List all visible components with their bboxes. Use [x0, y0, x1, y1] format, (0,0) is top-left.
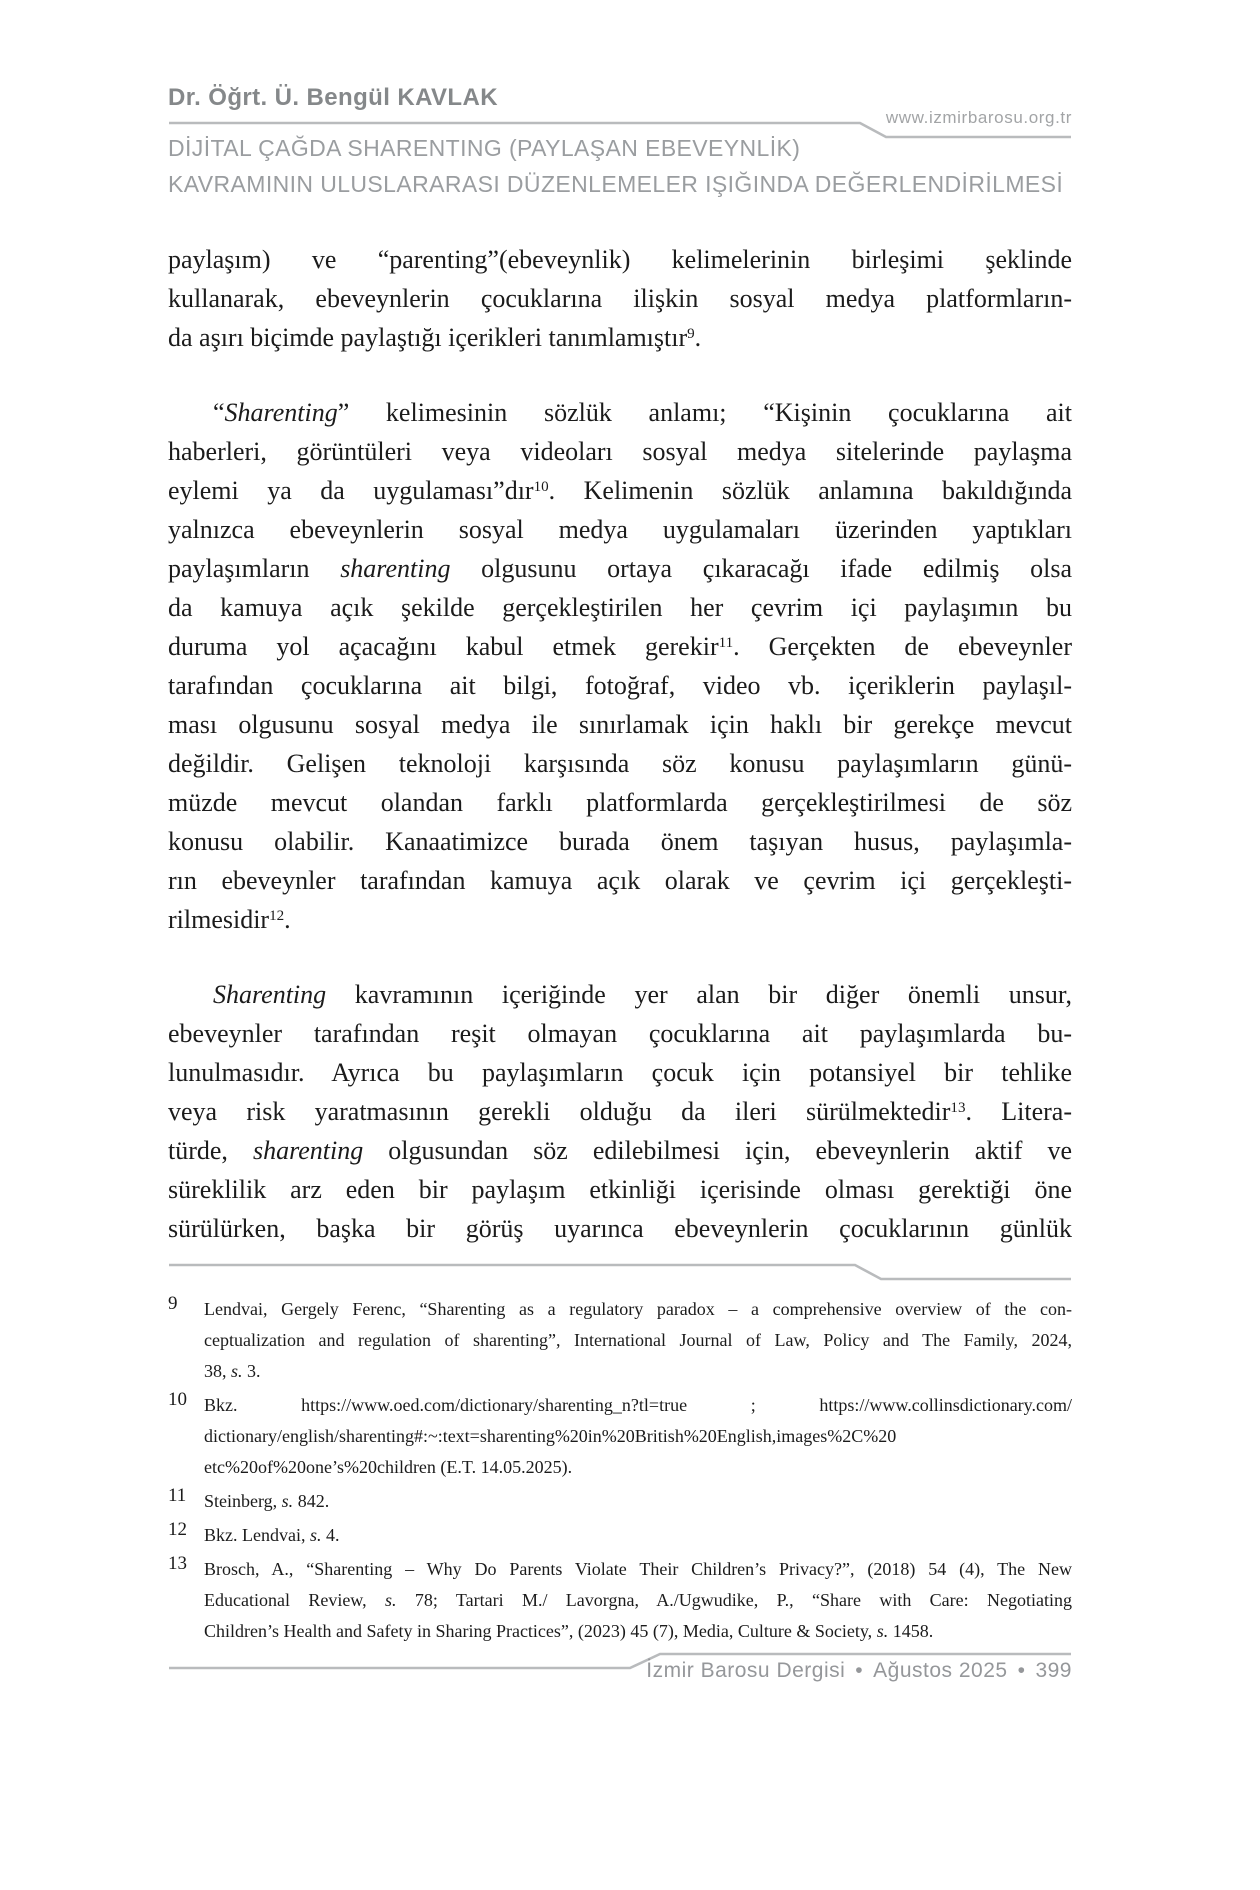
- body-line: tarafından çocuklarına ait bilgi, fotoğraf, video vb. içeriklerin paylaşıl-: [168, 671, 1072, 700]
- footer: [168, 1651, 1072, 1699]
- body-line: “Sharenting” kelimesinin sözlük anlamı; “Kişinin çocuklarına ait: [213, 398, 1072, 427]
- footnote: [168, 1390, 1072, 1483]
- body-line: paylaşım) ve “parenting”(ebeveynlik) kelimelerinin birleşimi şeklinde: [168, 245, 1072, 274]
- body-line: değildir. Gelişen teknoloji karşısında söz konusu paylaşımların günü-: [168, 749, 1072, 778]
- article-title-line-2: KAVRAMININ ULUSLARARASI DÜZENLEMELER IŞIĞINDA DEĞERLENDİRİLMESİ: [168, 171, 1064, 197]
- footnote-number: 12: [168, 1519, 187, 1540]
- paragraph: [168, 975, 1072, 1248]
- footnote-number: 10: [168, 1389, 187, 1410]
- body-line: haberleri, görüntüleri veya videoları sosyal medya sitelerinde paylaşma: [168, 437, 1072, 466]
- bullet-separator: •: [855, 1659, 864, 1682]
- footer-text: [646, 1659, 1072, 1683]
- footnote-number: 13: [168, 1553, 187, 1574]
- footnote: [168, 1294, 1072, 1387]
- body-line: türde, sharenting olgusundan söz edilebilmesi için, ebeveynlerin aktif ve: [168, 1136, 1072, 1165]
- footnote-line: Children’s Health and Safety in Sharing Practices”, (2023) 45 (7), Media, Culture & Society, s. 1458.: [204, 1621, 934, 1641]
- body-line: kullanarak, ebeveynlerin çocuklarına ilişkin sosyal medya platformların-: [168, 284, 1072, 313]
- body-line: duruma yol açacağını kabul etmek gerekir$^{11}$. Gerçekten de ebeveynler: [168, 632, 1072, 661]
- body-line: veya risk yaratmasının gerekli olduğu da ileri sürülmektedir$^{13}$. Litera-: [168, 1097, 1072, 1126]
- footnote-line: Bkz. https://www.oed.com/dictionary/sharenting_n?tl=true ; https://www.collinsdictionary.com/: [204, 1395, 1072, 1415]
- article-body: [168, 240, 1072, 1248]
- footnote-line: 38, s. 3.: [204, 1361, 261, 1381]
- footnote-number: 9: [168, 1293, 178, 1314]
- body-line: rilmesidir$^{12}$.: [168, 905, 291, 934]
- body-line: ması olgusunu sosyal medya ile sınırlamak için haklı bir gerekçe mevcut: [168, 710, 1072, 739]
- bullet-separator: •: [1017, 1659, 1026, 1682]
- body-line: rın ebeveynler tarafından kamuya açık olarak ve çevrim içi gerçekleşti-: [168, 866, 1072, 895]
- footnote: [168, 1486, 1072, 1517]
- footnote-line: Bkz. Lendvai, s. 4.: [204, 1525, 340, 1545]
- journal-name: İzmir Barosu Dergisi: [646, 1659, 846, 1682]
- footnote-line: Brosch, A., “Sharenting – Why Do Parents Violate Their Children’s Privacy?”, (2018) 54 (4), The New: [204, 1559, 1072, 1579]
- footnote: [168, 1520, 1072, 1551]
- paragraph: [168, 240, 1072, 357]
- issue-date: Ağustos 2025: [873, 1659, 1008, 1682]
- footnote-line: ceptualization and regulation of sharenting”, International Journal of Law, Policy and The Family, 2024,: [204, 1330, 1072, 1350]
- page-number: 399: [1035, 1659, 1072, 1682]
- body-line: lunulmasıdır. Ayrıca bu paylaşımların çocuk için potansiyel bir tehlike: [168, 1058, 1072, 1087]
- body-line: süreklilik arz eden bir paylaşım etkinliği içerisinde olması gerektiği öne: [168, 1175, 1072, 1204]
- body-line: sürülürken, başka bir görüş uyarınca ebeveynlerin çocuklarının günlük: [168, 1214, 1072, 1243]
- footnote-line: Educational Review, s. 78; Tartari M./ Lavorgna, A./Ugwudike, P., “Share with Care: Negotiating: [204, 1590, 1072, 1610]
- body-line: Sharenting kavramının içeriğinde yer alan bir diğer önemli unsur,: [213, 980, 1072, 1009]
- footnote-separator: [168, 1262, 1072, 1282]
- author-name: Dr. Öğrt. Ü. Bengül KAVLAK: [168, 84, 498, 111]
- footnote: [168, 1554, 1072, 1647]
- body-line: paylaşımların sharenting olgusunu ortaya çıkaracağı ifade edilmiş olsa: [168, 554, 1072, 583]
- footnote-line: Lendvai, Gergely Ferenc, “Sharenting as a regulatory paradox – a comprehensive overview of the con-: [204, 1299, 1072, 1319]
- body-line: müzde mevcut olandan farklı platformlarda gerçekleştirilmesi de söz: [168, 788, 1072, 817]
- body-line: ebeveynler tarafından reşit olmayan çocuklarına ait paylaşımlarda bu-: [168, 1019, 1072, 1048]
- footnote-line: Steinberg, s. 842.: [204, 1491, 330, 1511]
- header: [168, 84, 1072, 202]
- footnotes: [168, 1294, 1072, 1647]
- article-title-line-1: DİJİTAL ÇAĞDA SHARENTING (PAYLAŞAN EBEVEYNLİK): [168, 135, 801, 161]
- website-url: www.izmirbarosu.org.tr: [885, 108, 1072, 127]
- body-line: konusu olabilir. Kanaatimizce burada önem taşıyan husus, paylaşımla-: [168, 827, 1072, 856]
- body-line: yalnızca ebeveynlerin sosyal medya uygulamaları üzerinden yaptıkları: [168, 515, 1072, 544]
- body-line: da kamuya açık şekilde gerçekleştirilen her çevrim içi paylaşımın bu: [168, 593, 1072, 622]
- footnote-line: dictionary/english/sharenting#:~:text=sharenting%20in%20British%20English,images%2C%20: [204, 1426, 897, 1446]
- footnote-number: 11: [168, 1485, 187, 1506]
- footnote-line: etc%20of%20one’s%20children (E.T. 14.05.2025).: [204, 1457, 573, 1477]
- body-line: da aşırı biçimde paylaştığı içerikleri tanımlamıştır$^9$.: [168, 323, 702, 352]
- body-line: eylemi ya da uygulaması”dır$^{10}$. Kelimenin sözlük anlamına bakıldığında: [168, 476, 1072, 505]
- paragraph: [168, 393, 1072, 939]
